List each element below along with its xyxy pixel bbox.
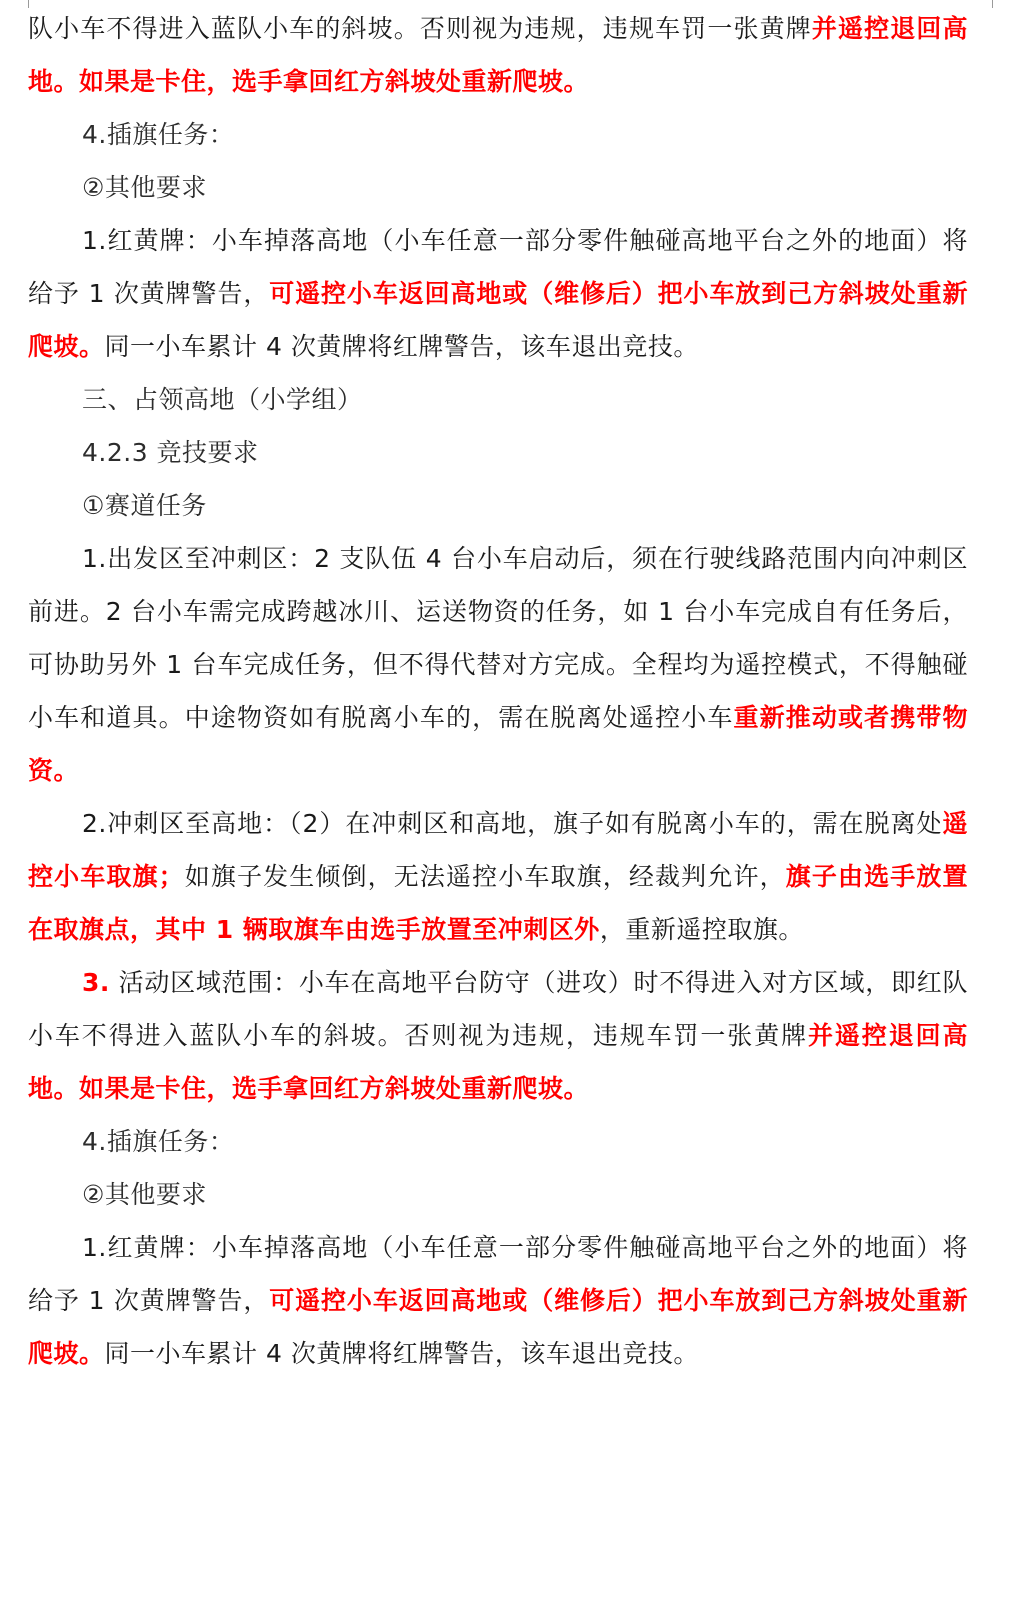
subsection-title: 4.2.3 竞技要求	[82, 438, 259, 467]
paragraph-area-rule-continued	[28, 2, 968, 108]
emphasis-sprint-2: 旗子由选手放置在取旗点，其中 1 辆取旗车由选手放置至冲刺区外	[28, 862, 968, 944]
document-body	[28, 2, 968, 1380]
emphasis-activity-area: 并遥控退回高地。如果是卡住，选手拿回红方斜坡处重新爬坡。	[28, 1021, 968, 1103]
heading-flag-task: 4.插旗任务：	[82, 120, 235, 149]
emphasis-card-rule: 可遥控小车返回高地或（维修后）把小车放到己方斜坡处重新爬坡。	[28, 279, 968, 361]
text-sprint-b: 如旗子发生倾倒，无法遥控小车取旗，经裁判允许，	[184, 862, 786, 891]
text-card-rule-2: 1.红黄牌：小车掉落高地（小车任意一部分零件触碰高地平台之外的地面）将给予 1 次黄牌警告，	[28, 1233, 968, 1315]
text-card-rule-end: 同一小车累计 4 次黄牌将红牌警告，该车退出竞技。	[104, 332, 699, 361]
emphasis-area-rule: 并遥控退回高地。如果是卡住，选手拿回红方斜坡处重新爬坡。	[28, 14, 968, 96]
heading-other-requirements: ②其他要求	[82, 173, 207, 202]
text-sprint-c: ，重新遥控取旗。	[599, 915, 804, 944]
text-start-to-sprint: 1.出发区至冲刺区：2 支队伍 4 台小车启动后，须在行驶线路范围内向冲刺区前进。2 台小车需完成跨越冰川、运送物资的任务，如 1 台小车完成自有任务后，可协助另外 1 台车完成任务，但不得代替对方完成。全程均为遥控模式，不得触碰小车和道具。中途物资如有脱离小车的，需在脱离处遥控小车	[28, 544, 968, 732]
paragraph-activity-area	[28, 956, 968, 1115]
emphasis-sprint-1: 遥控小车取旗；	[28, 809, 968, 891]
paragraph-card-rule	[28, 214, 968, 373]
text-activity-area: 活动区域范围：小车在高地平台防守（进攻）时不得进入对方区域，即红队小车不得进入蓝队小车的斜坡。否则视为违规，违规车罚一张黄牌	[28, 968, 968, 1050]
text-card-rule: 1.红黄牌：小车掉落高地（小车任意一部分零件触碰高地平台之外的地面）将给予 1 次黄牌警告，	[28, 226, 968, 308]
page-corner-mark-right	[992, 0, 993, 8]
emphasis-card-rule-2: 可遥控小车返回高地或（维修后）把小车放到己方斜坡处重新爬坡。	[28, 1286, 968, 1368]
heading-other-requirements-2: ②其他要求	[82, 1180, 207, 1209]
text-card-rule-2-end: 同一小车累计 4 次黄牌将红牌警告，该车退出竞技。	[104, 1339, 699, 1368]
emphasis-start-to-sprint: 重新推动或者携带物资。	[28, 703, 968, 785]
heading-flag-task-2: 4.插旗任务：	[82, 1127, 235, 1156]
item-number-3: 3.	[82, 968, 110, 997]
paragraph-sprint-to-highland	[28, 797, 968, 956]
paragraph-start-to-sprint	[28, 532, 968, 797]
heading-track-task: ①赛道任务	[82, 491, 207, 520]
paragraph-card-rule-2	[28, 1221, 968, 1380]
text-area-rule: 队小车不得进入蓝队小车的斜坡。否则视为违规，违规车罚一张黄牌	[28, 14, 812, 43]
section-title: 三、占领高地（小学组）	[82, 385, 363, 414]
text-sprint-a: 2.冲刺区至高地：（2）在冲刺区和高地，旗子如有脱离小车的，需在脱离处	[82, 809, 943, 838]
